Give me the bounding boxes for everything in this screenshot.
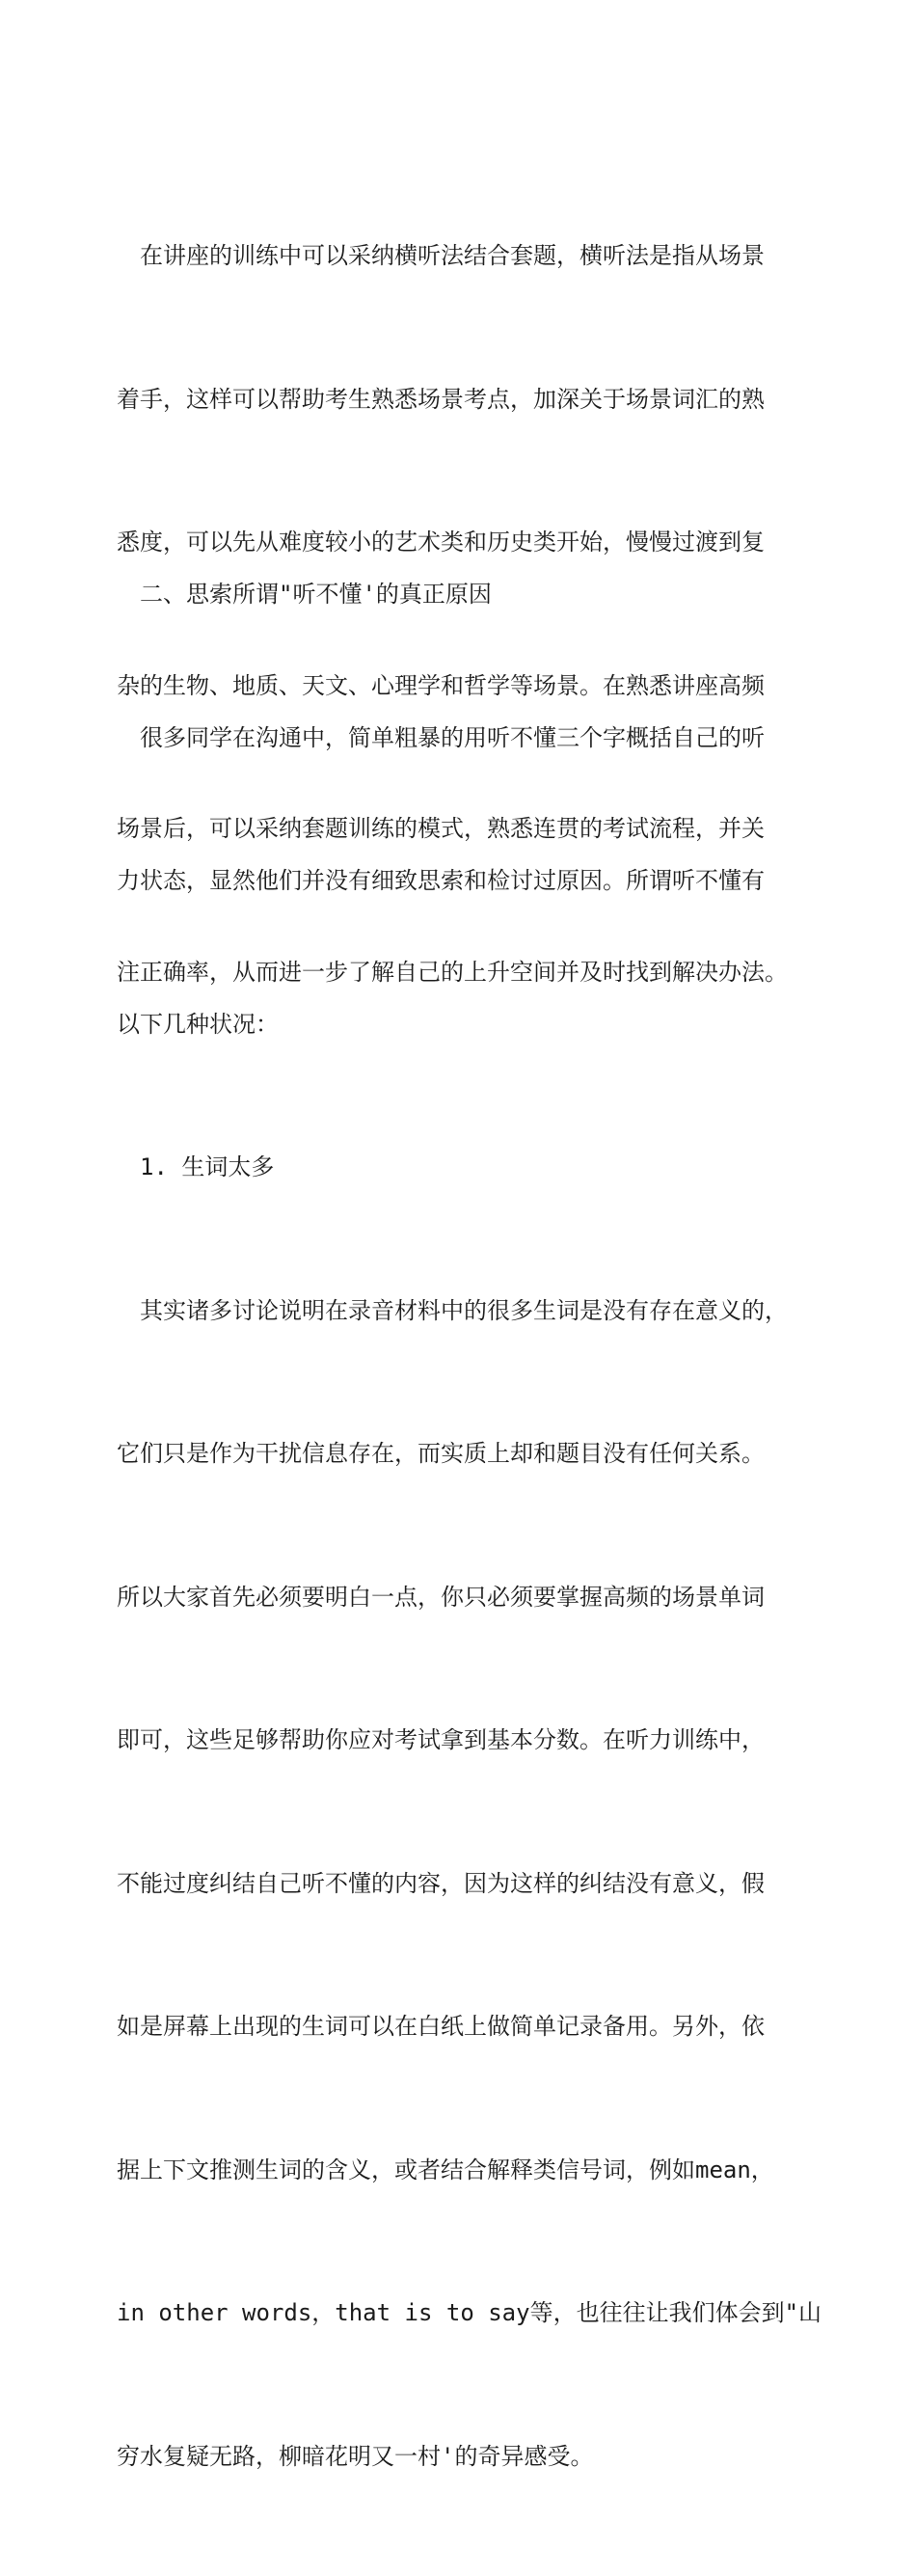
paragraph-line: 以下几种状况： xyxy=(117,1010,279,1038)
section-two xyxy=(117,475,821,2576)
section-heading: 二、思索所谓"听不懂'的真正原因 xyxy=(140,581,492,608)
paragraph-line: 穷水复疑无路，柳暗花明又一村'的奇异感受。 xyxy=(117,2442,594,2470)
list-item-title: 1. 生词太多 xyxy=(140,1153,275,1180)
paragraph-line: 不能过度纠结自己听不懂的内容，因为这样的纠结没有意义，假 xyxy=(117,1869,765,1897)
paragraph-line: 场景后，可以采纳套题训练的模式，熟悉连贯的考试流程，并关 xyxy=(117,815,765,842)
paragraph-line: 力状态，显然他们并没有细致思索和检讨过原因。所谓听不懂有 xyxy=(117,867,765,894)
paragraph-line: 即可，这些足够帮助你应对考试拿到基本分数。在听力训练中， xyxy=(117,1726,765,1753)
paragraph-line: 如是屏幕上出现的生词可以在白纸上做简单记录备用。另外，依 xyxy=(117,2013,765,2040)
paragraph-line: 据上下文推测生词的含义，或者结合解释类信号词，例如mean， xyxy=(117,2156,774,2183)
paragraph-line: 在讲座的训练中可以采纳横听法结合套题，横听法是指从场景 xyxy=(140,242,765,269)
paragraph-line: 注正确率，从而进一步了解自己的上升空间并及时找到解决办法。 xyxy=(117,958,788,986)
paragraph-line: 其实诸多讨论说明在录音材料中的很多生词是没有存在意义的， xyxy=(140,1296,788,1324)
paragraph-line: 杂的生物、地质、天文、心理学和哲学等场景。在熟悉讲座高频 xyxy=(117,671,765,699)
paragraph-line: 很多同学在沟通中，简单粗暴的用听不懂三个字概括自己的听 xyxy=(140,723,765,751)
paragraph-line: 它们只是作为干扰信息存在，而实质上却和题目没有任何关系。 xyxy=(117,1440,765,1467)
paragraph-line: 着手，这样可以帮助考生熟悉场景考点，加深关于场景词汇的熟 xyxy=(117,385,765,413)
paragraph-line: in other words，that is to say等，也往往让我们体会到"山 xyxy=(117,2299,822,2326)
paragraph-line: 悉度，可以先从难度较小的艺术类和历史类开始，慢慢过渡到复 xyxy=(117,529,765,556)
paragraph-line: 所以大家首先必须要明白一点，你只必须要掌握高频的场景单词 xyxy=(117,1583,765,1611)
